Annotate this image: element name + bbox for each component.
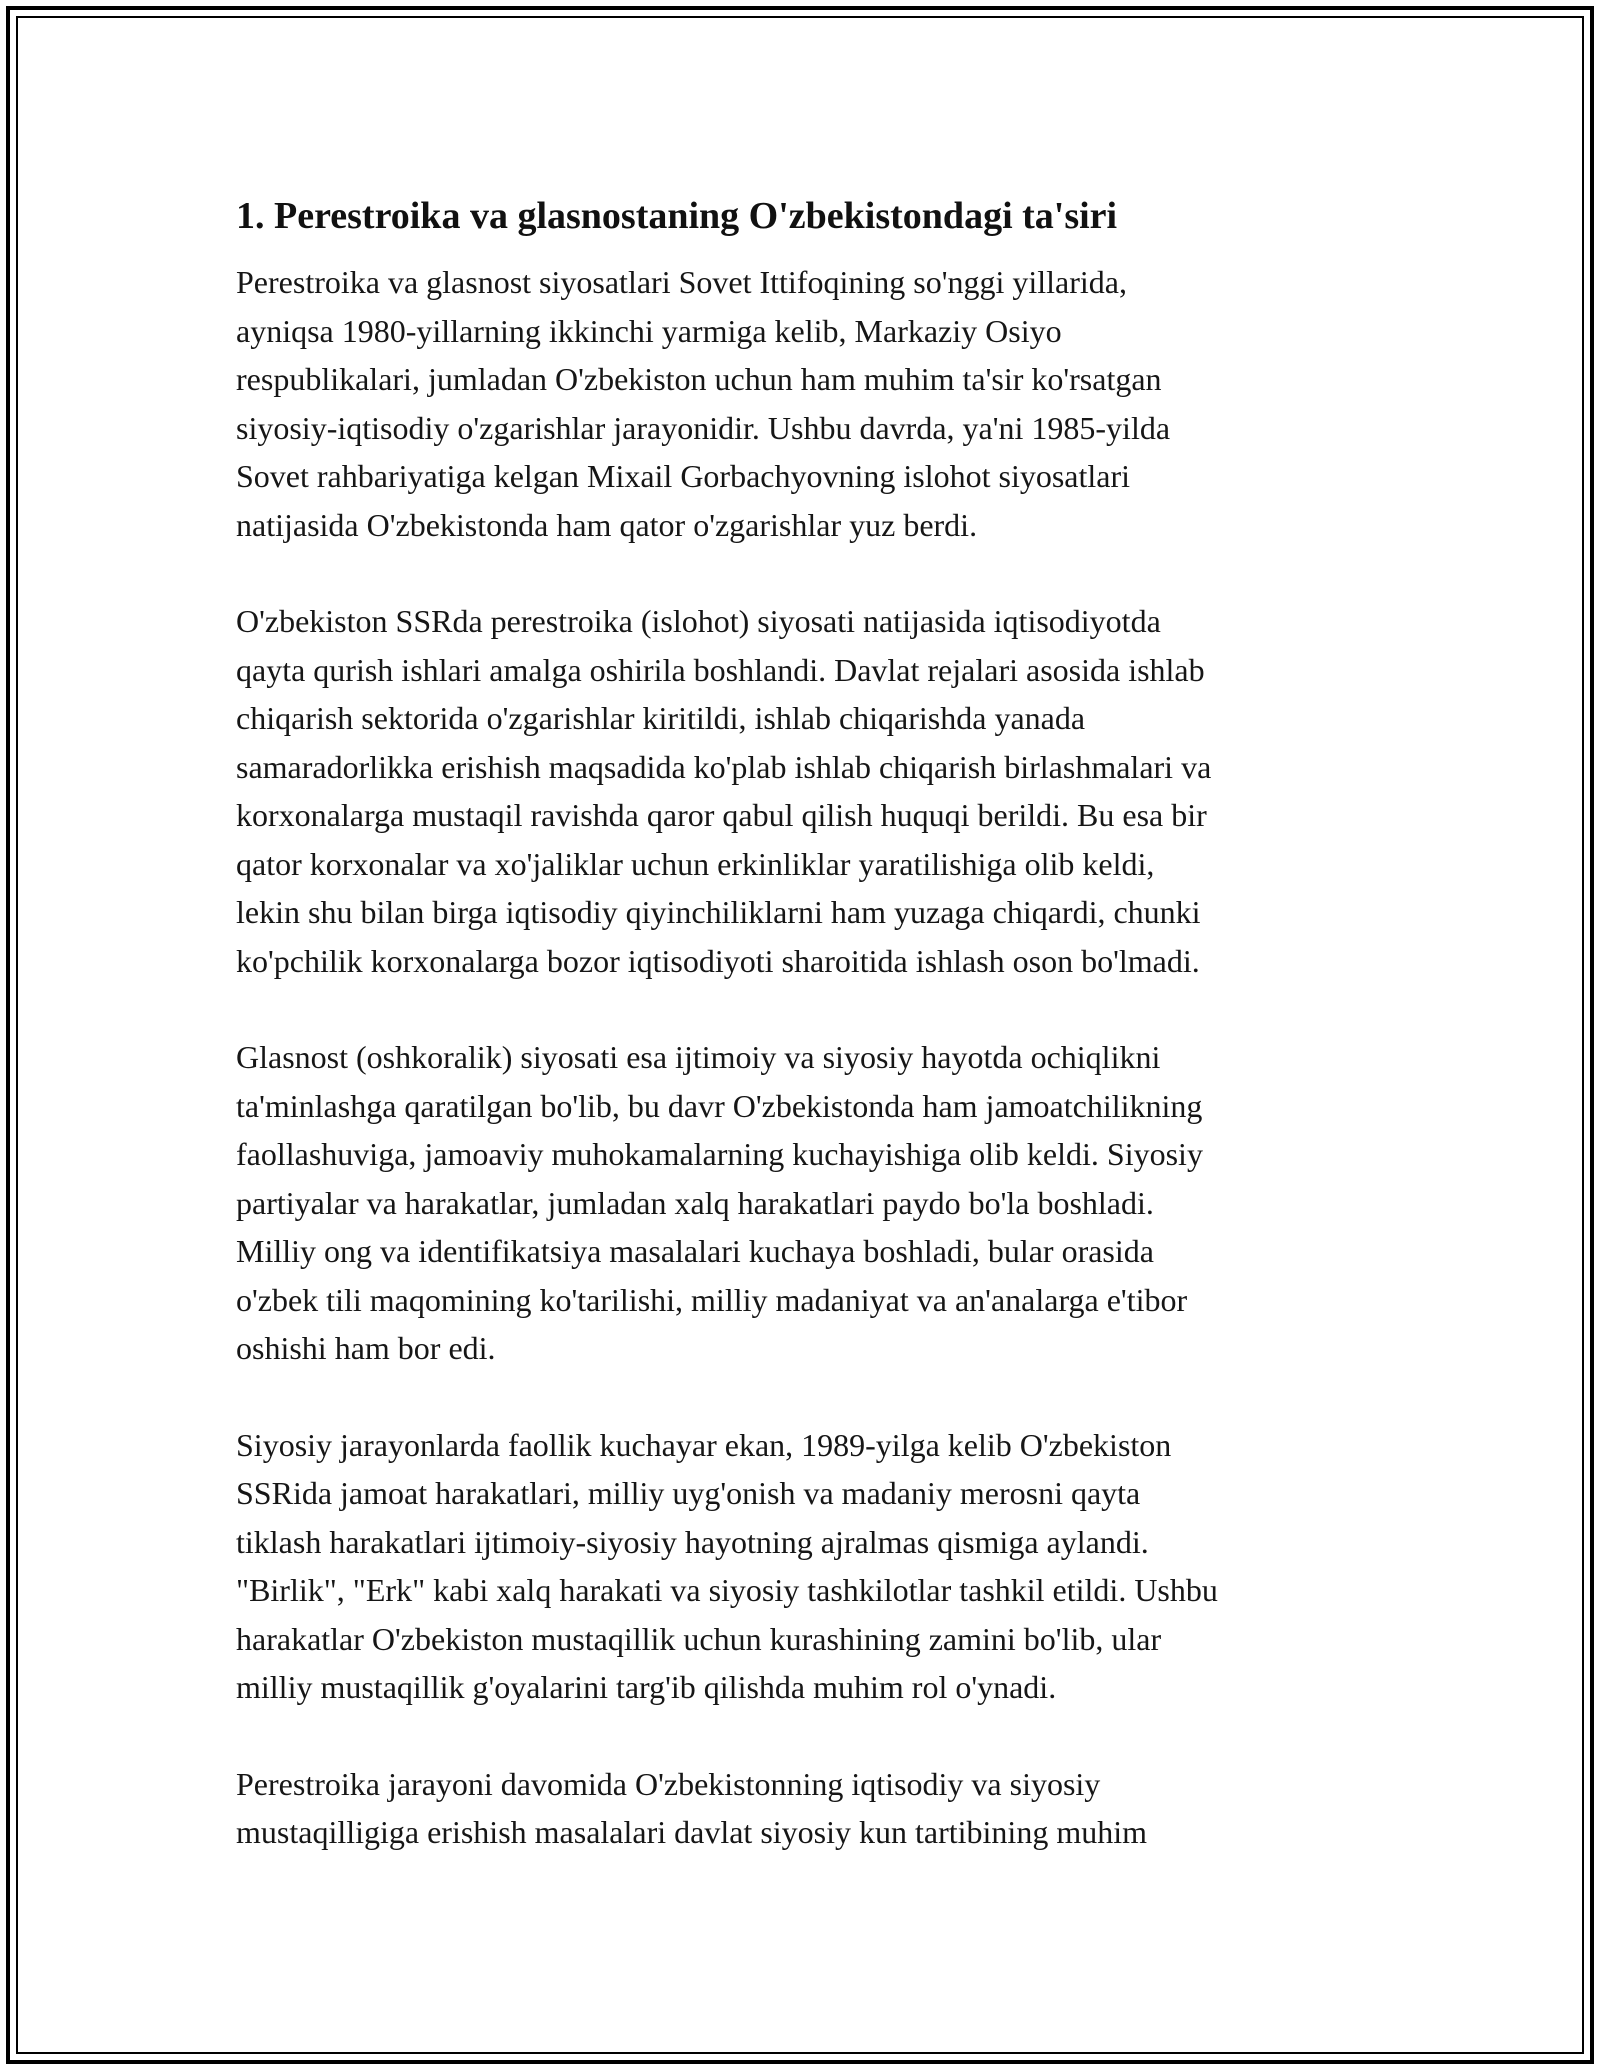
paragraph [236, 1033, 1366, 1373]
section-heading: 1. Perestroika va glasnostaning O'zbekistondagi ta'siri [236, 195, 1118, 237]
text-line: o'zbek tili maqomining ko'tarilishi, milliy madaniyat va an'analarga e'tibor [236, 1281, 1188, 1318]
text-line: samaradorlikka erishish maqsadida ko'plab ishlab chiqarish birlashmalari va [236, 748, 1212, 785]
text-line: Sovet rahbariyatiga kelgan Mixail Gorbachyovning islohot siyosatlari [236, 458, 1131, 494]
text-line: ko'pchilik korxonalarga bozor iqtisodiyoti sharoitida ishlash oson bo'lmadi. [236, 942, 1200, 979]
text-line: partiyalar va harakatlar, jumladan xalq harakatlari paydo bo'la boshladi. [236, 1184, 1154, 1221]
text-line: ayniqsa 1980-yillarning ikkinchi yarmiga kelib, Markaziy Osiyo [236, 312, 1062, 349]
text-line: Siyosiy jarayonlarda faollik kuchayar ekan, 1989-yilga kelib O'zbekiston [236, 1426, 1172, 1463]
text-line: ta'minlashga qaratilgan bo'lib, bu davr O'zbekistonda ham jamoatchilikning [236, 1087, 1203, 1124]
text-line: mustaqilligiga erishish masalalari davlat siyosiy kun tartibining muhim [236, 1814, 1147, 1850]
text-line: natijasida O'zbekistonda ham qator o'zgarishlar yuz berdi. [236, 506, 978, 543]
text-line: korxonalarga mustaqil ravishda qaror qabul qilish huquqi berildi. Bu esa bir [236, 797, 1207, 833]
text-line: respublikalari, jumladan O'zbekiston uchun ham muhim ta'sir ko'rsatgan [236, 361, 1162, 397]
paragraph [236, 1421, 1366, 1712]
text-line: tiklash harakatlari ijtimoiy-siyosiy hayotning ajralmas qismiga aylandi. [236, 1523, 1149, 1560]
paragraph [236, 1760, 1366, 1857]
paragraph [236, 597, 1366, 985]
text-line: lekin shu bilan birga iqtisodiy qiyinchiliklarni ham yuzaga chiqardi, chunki [236, 894, 1201, 930]
text-line: Perestroika va glasnost siyosatlari Sovet Ittifoqining so'nggi yillarida, [236, 264, 1127, 300]
text-line: siyosiy-iqtisodiy o'zgarishlar jarayonidir. Ushbu davrda, ya'ni 1985-yilda [236, 409, 1171, 446]
document-body [236, 188, 1366, 1905]
text-line: oshishi ham bor edi. [236, 1330, 496, 1366]
text-line: qayta qurish ishlari amalga oshirila boshlandi. Davlat rejalari asosida ishlab [236, 651, 1205, 688]
text-line: Perestroika jarayoni davomida O'zbekistonning iqtisodiy va siyosiy [236, 1765, 1101, 1802]
text-line: Glasnost (oshkoralik) siyosati esa ijtimoiy va siyosiy hayotda ochiqlikni [236, 1039, 1161, 1075]
text-line: "Birlik", "Erk" kabi xalq harakati va siyosiy tashkilotlar tashkil etildi. Ushbu [236, 1572, 1218, 1608]
text-line: faollashuviga, jamoaviy muhokamalarning kuchayishiga olib keldi. Siyosiy [236, 1136, 1203, 1172]
text-line: qator korxonalar va xo'jaliklar uchun erkinliklar yaratilishiga olib keldi, [236, 845, 1155, 882]
text-line: chiqarish sektorida o'zgarishlar kiritildi, ishlab chiqarishda yanada [236, 700, 1086, 736]
text-line: milliy mustaqillik g'oyalarini targ'ib qilishda muhim rol o'ynadi. [236, 1669, 1057, 1705]
text-line: Milliy ong va identifikatsiya masalalari kuchaya boshladi, bular orasida [236, 1233, 1154, 1269]
text-line: O'zbekiston SSRda perestroika (islohot) siyosati natijasida iqtisodiyotda [236, 603, 1161, 639]
text-line: harakatlar O'zbekiston mustaqillik uchun kurashining zamini bo'lib, ular [236, 1620, 1162, 1657]
paragraph-list [236, 258, 1366, 1857]
text-line: SSRida jamoat harakatlari, milliy uyg'onish va madaniy merosni qayta [236, 1475, 1141, 1511]
paragraph [236, 258, 1366, 549]
